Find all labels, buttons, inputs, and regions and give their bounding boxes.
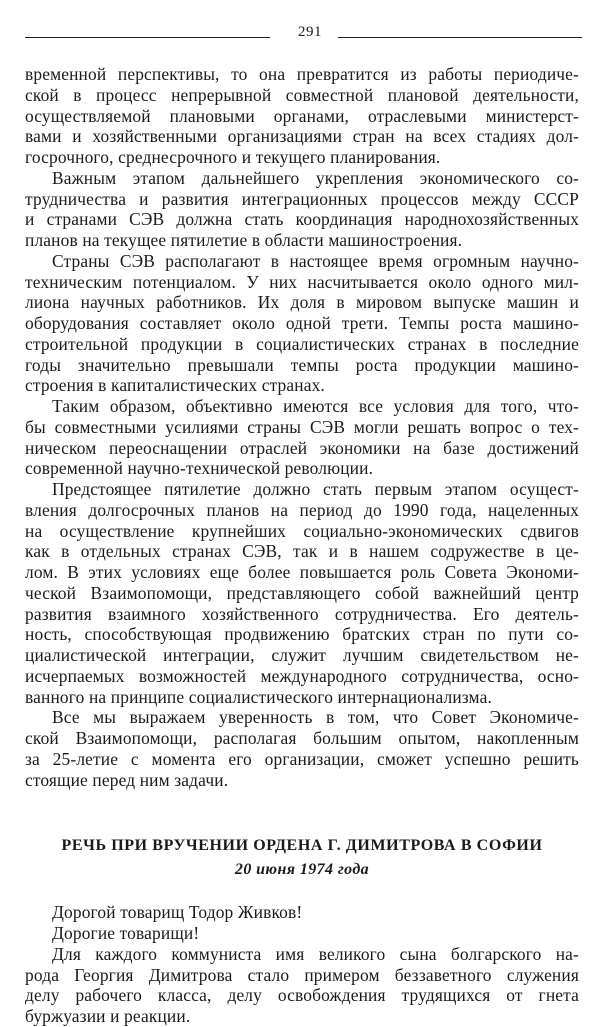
speech-spacer — [25, 882, 579, 902]
header-rule-left — [25, 37, 270, 38]
text-line: и странами СЭВ должна стать координация народнохозяйственных — [25, 209, 579, 230]
paragraph-continuation — [25, 64, 579, 168]
paragraph-potential — [25, 251, 579, 396]
text-line: рода Георгия Димитрова стало примером беззаветного служения — [25, 964, 579, 985]
text-line: ванного на принципе социалистического интернационализма. — [25, 686, 492, 707]
text-line: временной перспективы, то она превратится из работы периодиче- — [25, 64, 579, 84]
text-line: Все мы выражаем уверенность в том, что Совет Экономиче- — [52, 707, 579, 728]
text-line: Предстоящее пятилетие должно стать первым этапом осущест- — [52, 479, 579, 499]
text-line: буржуазии и реакции. — [25, 1006, 191, 1026]
text-line: ческой Взаимопомощи, представляющего собой важнейший центр — [25, 582, 579, 603]
speech-section — [25, 834, 579, 1027]
text-line: вления долгосрочных планов на период до 1990 года, нацеленных — [25, 499, 579, 520]
text-line: циалистической интеграции, служит лучшим свидетельством не- — [25, 645, 579, 665]
text-line: осуществляемой плановыми органами, отраслевыми министерст- — [25, 105, 579, 126]
text-line: ность, способствующая продвижению братских стран по пути со- — [25, 624, 579, 645]
text-line: современной научно-технической революции. — [25, 458, 374, 479]
text-line: планов на текущее пятилетие в области машиностроения. — [25, 230, 463, 250]
text-line: трудничества и развития интеграционных процессов между СССР — [25, 188, 579, 209]
paragraph-confidence — [25, 707, 579, 790]
text-line: бы совместными усилиями страны СЭВ могли решать вопрос о тех- — [25, 416, 579, 437]
text-line: за 25-летие с момента его организации, сможет успешно решить — [25, 748, 579, 769]
greeting-line: Дорогие товарищи! — [52, 923, 200, 943]
text-line: лом. В этих условиях еще более повышается роль Совета Экономи- — [25, 562, 579, 582]
page-header — [22, 22, 579, 46]
text-line: исчерпаемых возможностей международного сотрудничества, осно- — [25, 665, 579, 686]
section-spacer — [25, 790, 579, 834]
text-line: оборудования составляет около одной трети. Темпы роста машино- — [25, 313, 579, 333]
text-line: Для каждого коммуниста имя великого сына болгарского на- — [52, 943, 579, 964]
greeting-line: Дорогой товарищ Тодор Живков! — [52, 902, 303, 923]
text-line: лиона научных работников. Их доля в мировом выпуске машин и — [25, 292, 579, 313]
text-line: ническом переоснащении отраслей экономики на базе достижений — [25, 437, 579, 458]
text-line: техническим потенциалом. У них насчитывается около одного мил- — [25, 271, 579, 292]
paragraph-five-year-plan — [25, 479, 579, 707]
text-line: как в отдельных странах СЭВ, так и в нашем содружестве в це- — [25, 541, 579, 562]
speech-title: РЕЧЬ ПРИ ВРУЧЕНИИ ОРДЕНА Г. ДИМИТРОВА В СОФИИ — [61, 837, 543, 855]
text-line: делу рабочего класса, делу освобождения трудящихся от гнета — [25, 985, 579, 1006]
text-line: госрочного, среднесрочного и текущего планирования. — [25, 147, 441, 167]
text-line: годы значительно превышали темпы роста продукции машино- — [25, 354, 579, 375]
text-line: развития взаимного хозяйственного сотрудничества. Его деятель- — [25, 603, 579, 624]
header-rule-right — [338, 37, 582, 38]
page-number: 291 — [298, 24, 322, 40]
text-line: ской в процесс непрерывной совместной плановой деятельности, — [25, 84, 579, 105]
text-line: вами и хозяйственными организациями стран на всех стадиях дол- — [25, 126, 579, 147]
speech-date: 20 июня 1974 года — [234, 861, 370, 879]
text-line: строения в капиталистических странах. — [25, 375, 325, 396]
text-line: на осуществление крупнейших социально-экономических сдвигов — [25, 520, 579, 541]
paragraph-conditions — [25, 396, 579, 479]
text-line: строительной продукции в социалистических странах в последние — [25, 333, 579, 354]
speech-paragraph — [25, 944, 579, 1027]
paragraph-coordination — [25, 168, 579, 251]
text-line: Таким образом, объективно имеются все условия для того, что- — [52, 396, 579, 416]
text-line: Страны СЭВ располагают в настоящее время огромным научно- — [52, 250, 579, 271]
text-line: ской Взаимопомощи, располагая большим опытом, накопленным — [25, 728, 579, 748]
page-body — [25, 64, 579, 1027]
text-line: стоящие перед ним задачи. — [25, 769, 229, 790]
text-line: Важным этапом дальнейшего укрепления экономического со- — [52, 167, 579, 188]
